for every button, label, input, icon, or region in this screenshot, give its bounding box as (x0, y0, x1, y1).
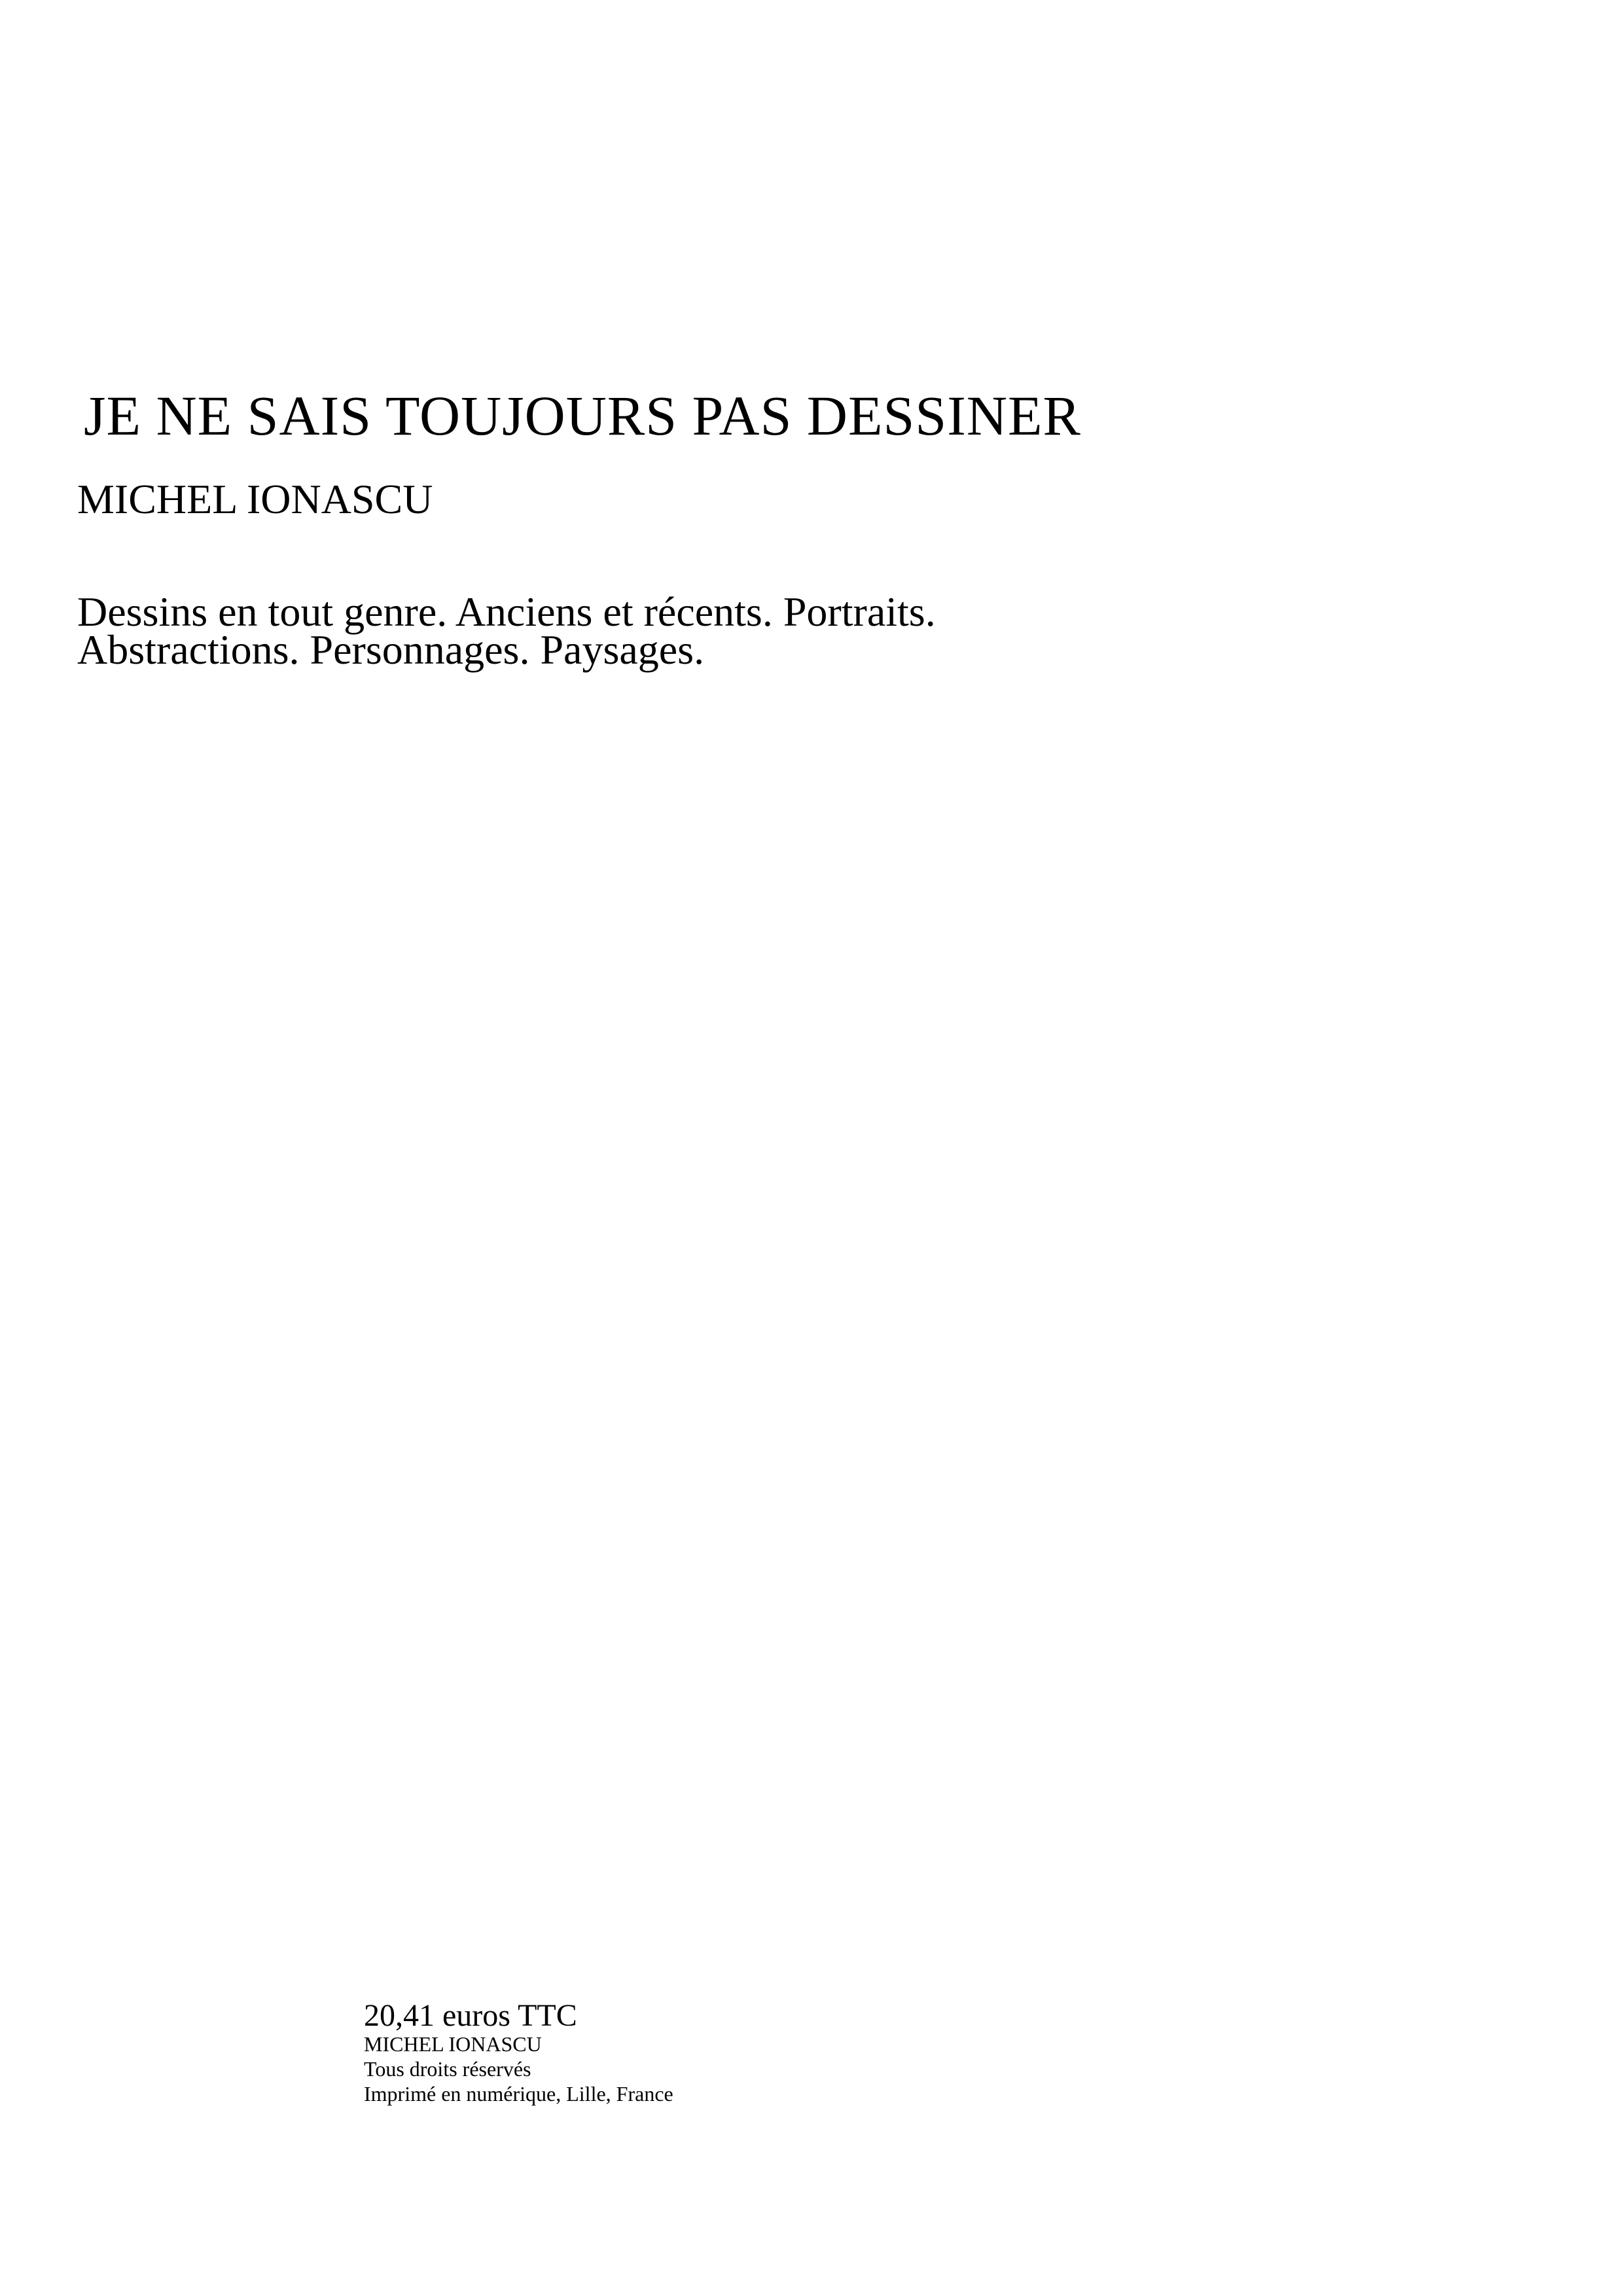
printing-notice: Imprimé en numérique, Lille, France (364, 2082, 673, 2106)
book-author: MICHEL IONASCU (77, 476, 433, 522)
book-description (77, 588, 1190, 673)
colophon (364, 2000, 953, 2106)
description-line: Abstractions. Personnages. Paysages. (77, 626, 705, 673)
rights-notice: Tous droits réservés (364, 2057, 531, 2081)
price-label: 20,41 euros TTC (364, 1998, 577, 2033)
book-title: JE NE SAIS TOUJOURS PAS DESSINER (84, 384, 1081, 447)
colophon-author: MICHEL IONASCU (364, 2032, 542, 2056)
description-line: Dessins en tout genre. Anciens et récents. Portraits. (77, 588, 936, 635)
